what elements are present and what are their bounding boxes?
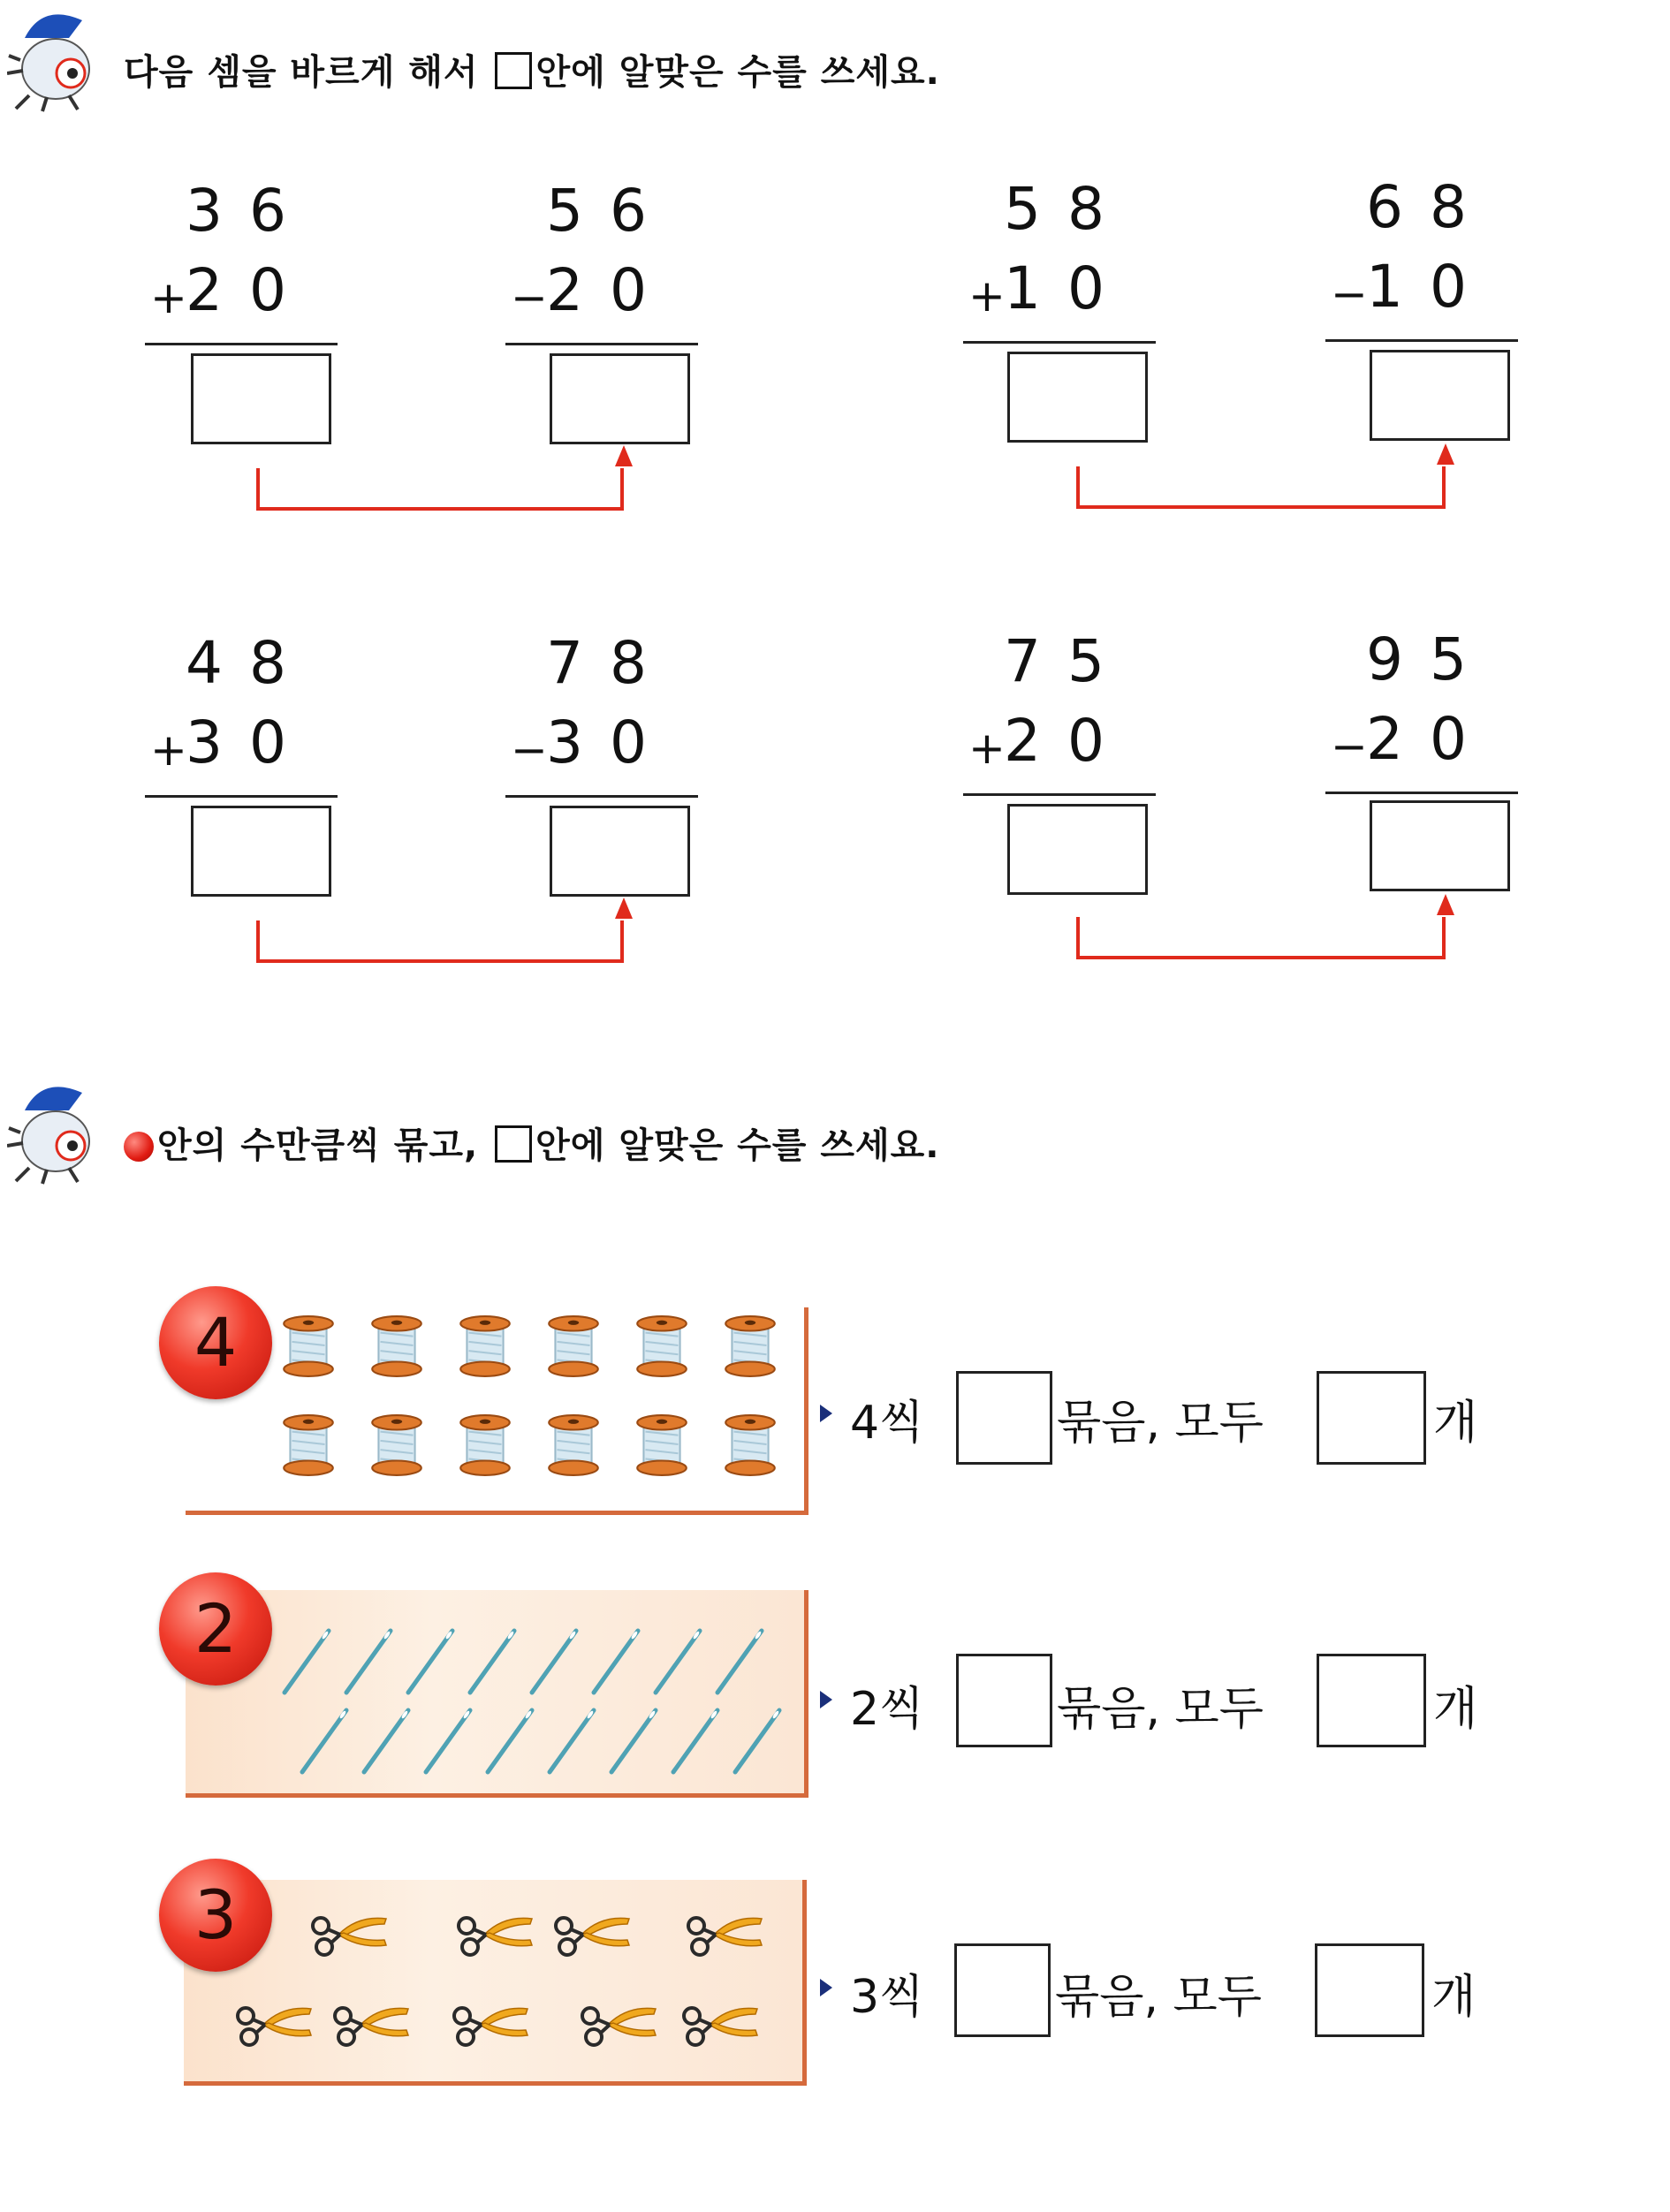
problem-8: [1325, 625, 1520, 811]
minus-sign: −: [511, 724, 548, 776]
answer-box-2[interactable]: [550, 353, 690, 444]
problem-bottom-number: 20: [186, 256, 313, 324]
sum-line: [145, 795, 338, 798]
unit-label: 개: [1433, 1397, 1478, 1450]
needle-icon: [528, 1625, 581, 1696]
sum-line: [1325, 792, 1518, 794]
pointer-triangle-icon: [820, 1979, 832, 1996]
instruction-1-text-a: 다음 셈을 바르게 해서: [124, 52, 479, 93]
unit-label: 개: [1433, 1683, 1478, 1736]
needle-icon: [422, 1705, 475, 1776]
red-circle-icon: [124, 1132, 154, 1162]
scissors-icon: [574, 1998, 663, 2051]
square-icon: [495, 52, 532, 89]
sum-line: [505, 343, 698, 345]
problem-top-number: 95: [1366, 625, 1493, 693]
thread-spool-icon: [281, 1413, 336, 1477]
sum-line: [1325, 339, 1518, 342]
needle-icon: [299, 1705, 352, 1776]
scissors-icon: [451, 1908, 539, 1961]
thread-spool-icon: [458, 1314, 512, 1378]
scissors-icon: [327, 1998, 415, 2051]
minus-sign: −: [511, 272, 548, 323]
problem-bottom-number: 20: [1366, 705, 1493, 773]
needle-icon: [732, 1705, 785, 1776]
sum-line: [505, 795, 698, 798]
plus-sign: +: [150, 724, 187, 776]
needle-icon: [484, 1705, 537, 1776]
answer-box-3[interactable]: [1007, 352, 1148, 443]
scissors-icon: [680, 1908, 769, 1961]
thread-spool-icon: [723, 1413, 778, 1477]
thread-spool-icon: [723, 1314, 778, 1378]
problem-top-number: 75: [1004, 627, 1131, 695]
problem-bottom-number: 20: [1004, 707, 1131, 775]
bundle-count-box[interactable]: [956, 1654, 1052, 1747]
thread-spool-icon: [546, 1314, 601, 1378]
thread-spool-icon: [634, 1413, 689, 1477]
problem-top-number: 56: [546, 177, 673, 245]
needle-icon: [546, 1705, 599, 1776]
problem-4: [1325, 173, 1520, 359]
group-size-badge: 2: [159, 1572, 272, 1686]
needle-icon: [361, 1705, 414, 1776]
needle-icon: [405, 1625, 458, 1696]
instruction-1: [124, 44, 940, 95]
arrow-up-icon: [1437, 894, 1454, 915]
bundle-count-box[interactable]: [954, 1943, 1051, 2037]
group-label: 4씩: [850, 1397, 924, 1450]
thread-spool-icon: [546, 1413, 601, 1477]
pointer-triangle-icon: [820, 1405, 832, 1422]
problem-bottom-number: 10: [1366, 253, 1493, 321]
thread-spool-icon: [369, 1413, 424, 1477]
needle-icon: [608, 1705, 661, 1776]
arrow-up-icon: [615, 445, 633, 466]
mid-label: 묶음, 모두: [1057, 1397, 1264, 1450]
problem-bottom-number: 10: [1004, 254, 1131, 322]
total-count-box[interactable]: [1317, 1371, 1426, 1465]
unit-label: 개: [1431, 1971, 1476, 2024]
needle-icon: [652, 1625, 705, 1696]
scissors-icon: [446, 1998, 535, 2051]
scissors-icon: [305, 1908, 393, 1961]
sum-line: [963, 793, 1156, 796]
needle-icon: [343, 1625, 396, 1696]
mascot-icon: [7, 7, 100, 113]
needle-icon: [281, 1625, 334, 1696]
check-arrow-2: [1076, 466, 1446, 509]
thread-spool-icon: [458, 1413, 512, 1477]
scissors-icon: [230, 1998, 318, 2051]
needle-icon: [467, 1625, 520, 1696]
answer-box-4[interactable]: [1370, 350, 1510, 441]
group-label: 2씩: [850, 1683, 924, 1736]
minus-sign: −: [1331, 269, 1368, 320]
answer-box-1[interactable]: [191, 353, 331, 444]
problem-top-number: 68: [1366, 173, 1493, 241]
total-count-box[interactable]: [1315, 1943, 1424, 2037]
problem-3: [963, 175, 1158, 360]
needle-icon: [670, 1705, 723, 1776]
problem-top-number: 36: [186, 177, 313, 245]
total-count-box[interactable]: [1317, 1654, 1426, 1747]
problem-bottom-number: 30: [546, 708, 673, 776]
problem-2: [505, 177, 700, 362]
answer-box-7[interactable]: [1007, 804, 1148, 895]
plus-sign: +: [968, 270, 1006, 322]
mascot-icon: [7, 1079, 100, 1186]
problem-bottom-number: 20: [546, 256, 673, 324]
arrow-up-icon: [615, 898, 633, 919]
group-size-badge: 3: [159, 1859, 272, 1972]
problem-7: [963, 627, 1158, 813]
problem-top-number: 48: [186, 629, 313, 697]
answer-box-5[interactable]: [191, 806, 331, 897]
check-arrow-3: [256, 920, 624, 963]
problem-top-number: 78: [546, 629, 673, 697]
check-arrow-1: [256, 468, 624, 511]
sum-line: [963, 341, 1156, 344]
problem-bottom-number: 30: [186, 708, 313, 776]
pointer-triangle-icon: [820, 1691, 832, 1708]
thread-spool-icon: [634, 1314, 689, 1378]
needle-icon: [590, 1625, 643, 1696]
problem-6: [505, 629, 700, 814]
instruction-2-text-b: 안에 알맞은 수를 쓰세요.: [535, 1125, 940, 1166]
bundle-count-box[interactable]: [956, 1371, 1052, 1465]
problem-5: [145, 629, 339, 814]
mid-label: 묶음, 모두: [1057, 1683, 1264, 1736]
answer-box-8[interactable]: [1370, 800, 1510, 891]
instruction-1-text-b: 안에 알맞은 수를 쓰세요.: [535, 52, 940, 93]
minus-sign: −: [1331, 721, 1368, 772]
group-size-badge: 4: [159, 1286, 272, 1399]
answer-box-6[interactable]: [550, 806, 690, 897]
plus-sign: +: [150, 272, 187, 323]
scissors-icon: [676, 1998, 764, 2051]
mid-label: 묶음, 모두: [1055, 1971, 1262, 2024]
problem-top-number: 58: [1004, 175, 1131, 243]
instruction-2: [124, 1117, 939, 1168]
arrow-up-icon: [1437, 443, 1454, 465]
square-icon: [495, 1125, 532, 1163]
plus-sign: +: [968, 723, 1006, 774]
sum-line: [145, 343, 338, 345]
thread-spool-icon: [281, 1314, 336, 1378]
instruction-2-text-a: 안의 수만큼씩 묶고,: [157, 1125, 479, 1166]
thread-spool-icon: [369, 1314, 424, 1378]
scissors-icon: [548, 1908, 636, 1961]
group-label: 3씩: [850, 1971, 924, 2024]
problem-1: [145, 177, 339, 362]
check-arrow-4: [1076, 917, 1446, 959]
needle-icon: [714, 1625, 767, 1696]
